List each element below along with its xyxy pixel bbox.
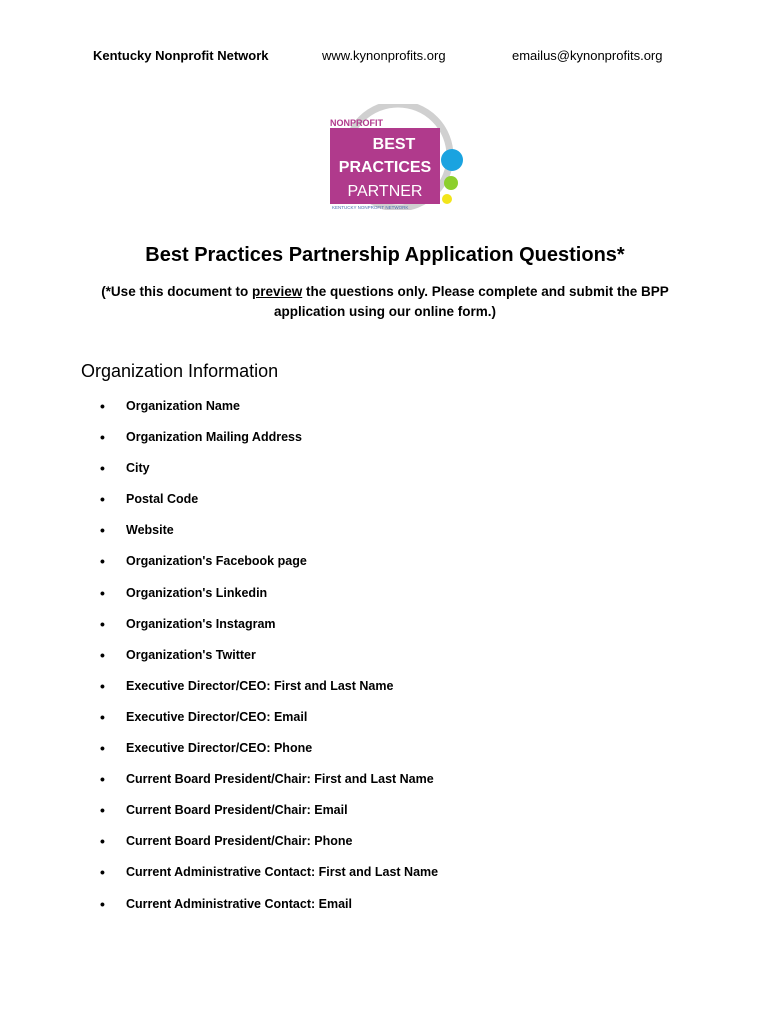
subtitle-text: (*Use this document to <box>101 284 252 299</box>
svg-text:PARTNER: PARTNER <box>347 183 423 200</box>
preview-link: preview <box>251 284 303 299</box>
question-label: Organization's Instagram <box>126 616 276 631</box>
list-item <box>100 616 700 647</box>
document-subtitle <box>80 282 690 322</box>
question-label: Current Administrative Contact: First and Last Name <box>126 865 439 880</box>
list-item <box>100 833 700 864</box>
bullet-icon: • <box>100 895 105 912</box>
bullet-icon: • <box>100 833 105 850</box>
list-item <box>100 398 700 429</box>
list-item <box>100 429 700 460</box>
list-item <box>100 491 700 522</box>
question-label: Website <box>126 523 174 538</box>
bullet-icon: • <box>100 708 105 725</box>
question-label: Organization Name <box>126 399 240 413</box>
bullet-icon: • <box>100 553 105 570</box>
bullet-icon: • <box>100 615 105 632</box>
question-label: City <box>126 461 150 476</box>
list-item <box>100 553 700 584</box>
list-item <box>100 522 700 553</box>
question-label: Organization's Facebook page <box>126 554 307 569</box>
list-item <box>100 678 700 709</box>
list-item <box>100 460 700 491</box>
question-label: Current Administrative Contact: Email <box>126 896 352 911</box>
bullet-icon: • <box>100 584 105 601</box>
bullet-icon: • <box>100 398 105 414</box>
list-item <box>100 740 700 771</box>
section-heading: Organization Information <box>81 361 279 381</box>
header-email: emailus@kynonprofits.org <box>512 48 663 63</box>
subtitle-text: the questions only. Please complete and submit the BPP application using our online form.) <box>274 284 669 319</box>
svg-text:PRACTICES: PRACTICES <box>338 159 432 176</box>
list-item <box>100 771 700 802</box>
bullet-icon: • <box>100 646 105 663</box>
question-label: Current Board President/Chair: First and Last Name <box>126 772 434 787</box>
list-item <box>100 864 700 895</box>
question-list <box>100 398 700 927</box>
list-item <box>100 709 700 740</box>
svg-text:NONPROFIT: NONPROFIT <box>330 118 383 128</box>
bullet-icon: • <box>100 522 105 539</box>
question-label: Executive Director/CEO: First and Last Name <box>126 678 394 693</box>
list-item <box>100 647 700 678</box>
bullet-icon: • <box>100 460 105 477</box>
header-org: Kentucky Nonprofit Network <box>93 48 269 63</box>
question-label: Current Board President/Chair: Email <box>126 803 348 818</box>
bullet-icon: • <box>100 491 105 508</box>
question-label: Executive Director/CEO: Email <box>126 709 308 724</box>
list-item <box>100 802 700 833</box>
question-label: Current Board President/Chair: Phone <box>126 834 353 849</box>
question-label: Executive Director/CEO: Phone <box>126 741 313 756</box>
svg-text:KENTUCKY NONPROFIT NETWORK: KENTUCKY NONPROFIT NETWORK <box>332 205 409 210</box>
question-label: Organization's Linkedin <box>126 585 268 600</box>
bullet-icon: • <box>100 429 105 446</box>
best-practices-partner-logo <box>320 104 470 210</box>
header-website: www.kynonprofits.org <box>322 48 446 63</box>
bullet-icon: • <box>100 677 105 694</box>
list-item <box>100 896 700 927</box>
bullet-icon: • <box>100 740 105 757</box>
question-label: Postal Code <box>126 492 199 507</box>
document-title: Best Practices Partnership Application Questions* <box>145 244 625 266</box>
bullet-icon: • <box>100 771 105 788</box>
question-label: Organization Mailing Address <box>126 430 302 445</box>
list-item <box>100 585 700 616</box>
bullet-icon: • <box>100 802 105 819</box>
question-label: Organization's Twitter <box>126 647 256 662</box>
bullet-icon: • <box>100 864 105 881</box>
svg-text:BEST: BEST <box>372 136 416 153</box>
